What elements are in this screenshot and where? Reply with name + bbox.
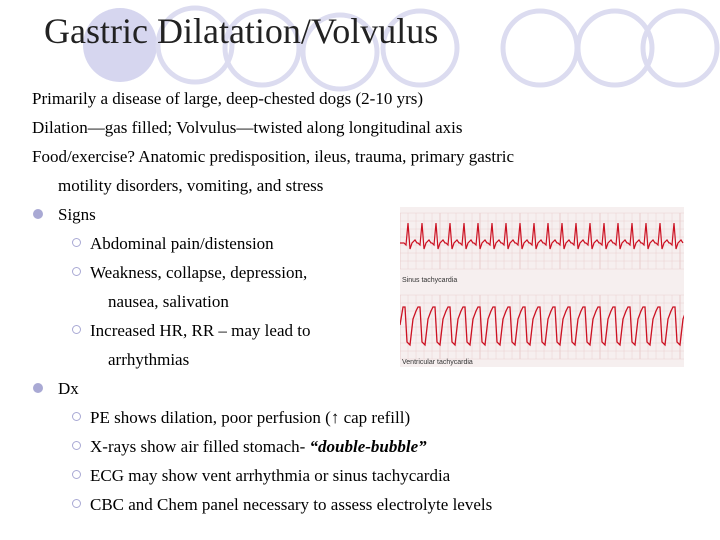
sub-bullet-text: CBC and Chem panel necessary to assess electrolyte levels bbox=[90, 495, 493, 514]
bullet-dx-label: Dx bbox=[58, 379, 79, 398]
bullet-dx bbox=[32, 374, 712, 403]
ecg-traces bbox=[400, 207, 684, 367]
sub-bullet-text: PE shows dilation, poor perfusion (↑ cap refill) bbox=[90, 408, 411, 427]
hollow-bullet-icon bbox=[72, 499, 81, 508]
ecg-label-sinus: Sinus tachycardia bbox=[402, 277, 458, 284]
sub-bullet-weakness-cont: nausea, salivation bbox=[108, 292, 229, 311]
hollow-bullet-icon bbox=[72, 441, 81, 450]
text-line-causes: Food/exercise? Anatomic predisposition, ileus, trauma, primary gastric bbox=[32, 147, 515, 166]
double-bubble-emphasis: “double-bubble” bbox=[309, 437, 427, 456]
sub-bullet-text: ECG may show vent arrhythmia or sinus tachycardia bbox=[90, 466, 451, 485]
filled-bullet-icon bbox=[33, 209, 43, 219]
sub-bullet-text: Weakness, collapse, depression, bbox=[90, 263, 308, 282]
slide-title: Gastric Dilatation/Volvulus bbox=[44, 11, 439, 51]
sub-bullet-text: X-rays show air filled stomach- bbox=[90, 437, 310, 456]
sub-bullet-pe bbox=[32, 403, 712, 432]
ecg-label-ventricular: Ventricular tachycardia bbox=[402, 359, 473, 366]
hollow-bullet-icon bbox=[72, 267, 81, 276]
sub-bullet-ecg bbox=[32, 461, 712, 490]
text-line-dilation: Dilation—gas filled; Volvulus—twisted along longitudinal axis bbox=[32, 118, 463, 137]
hollow-bullet-icon bbox=[72, 412, 81, 421]
sub-bullet-text: Increased HR, RR – may lead to bbox=[90, 321, 311, 340]
text-line-causes-cont: motility disorders, vomiting, and stress bbox=[58, 176, 324, 195]
sub-bullet-hr-rr-cont: arrhythmias bbox=[108, 350, 190, 369]
sub-bullet-xrays bbox=[32, 432, 712, 461]
filled-bullet-icon bbox=[33, 383, 43, 393]
ventricular-tachycardia-trace bbox=[400, 307, 684, 345]
hollow-bullet-icon bbox=[72, 325, 81, 334]
ecg-strip-image bbox=[400, 207, 684, 367]
sub-bullet-text: Abdominal pain/distension bbox=[90, 234, 274, 253]
sub-bullet-cbc bbox=[32, 490, 712, 519]
hollow-bullet-icon bbox=[72, 238, 81, 247]
hollow-bullet-icon bbox=[72, 470, 81, 479]
text-line-breed: Primarily a disease of large, deep-chested dogs (2-10 yrs) bbox=[32, 89, 424, 108]
bullet-signs-label: Signs bbox=[58, 205, 96, 224]
